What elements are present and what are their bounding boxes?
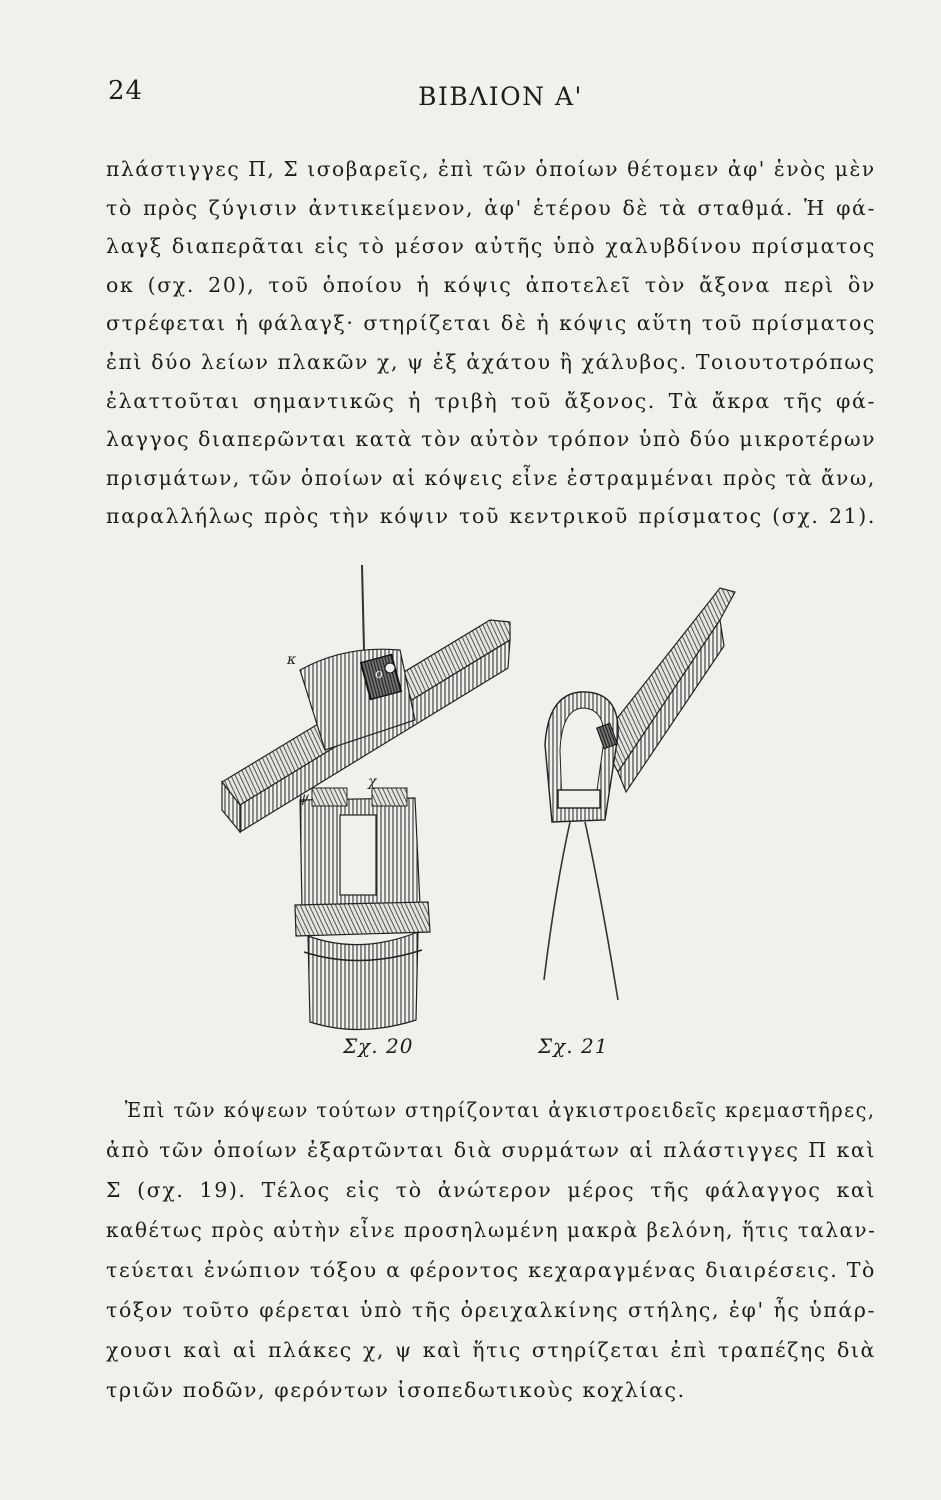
- text-line: παραλλήλως πρὸς τὴν κόψιν τοῦ κεντρικοῦ πρίσματος (σχ. 21).: [106, 504, 876, 529]
- figure-21-caption: Σχ. 21: [538, 1034, 609, 1058]
- text-line: χουσι καὶ αἱ πλάκες χ, ψ καὶ ἥτις στηρίζεται ἐπὶ τραπέζης διὰ: [106, 1338, 876, 1362]
- figure-21-drawing: [544, 588, 735, 1000]
- text-line: πρισμάτων, τῶν ὁποίων αἱ κόψεις εἶνε ἐστραμμέναι πρὸς τὰ ἄνω,: [106, 465, 876, 490]
- text-line: τριῶν ποδῶν, φερόντων ἰσοπεδωτικοὺς κοχλίας.: [106, 1378, 686, 1402]
- paragraph-2: [106, 1090, 876, 1410]
- figure-20-caption: Σχ. 20: [343, 1034, 414, 1058]
- text-line: πλάστιγγες Π, Σ ισοβαρεῖς, ἐπὶ τῶν ὁποίων θέτομεν ἀφ' ἑνὸς μὲν: [106, 157, 876, 181]
- label-psi: ψ: [298, 790, 309, 806]
- text-line: Σ (σχ. 19). Τέλος εἰς τὸ ἀνώτερον μέρος τῆς φάλαγγος καὶ: [106, 1178, 876, 1202]
- text-line: στρέφεται ἡ φάλαγξ· στηρίζεται δὲ ἡ κόψις αὕτη τοῦ πρίσματος: [106, 311, 876, 336]
- page-number: 24: [108, 76, 144, 106]
- text-line: ἐλαττοῦται σημαντικῶς ἡ τριβὴ τοῦ ἄξονος. Τὰ ἄκρα τῆς φά-: [106, 388, 876, 413]
- paragraph-1: [106, 150, 876, 536]
- text-line: τεύεται ἐνώπιον τόξου α φέροντος κεχαραγμένας διαιρέσεις. Τὸ: [106, 1258, 876, 1282]
- text-line: οκ (σχ. 20), τοῦ ὁποίου ἡ κόψις ἀποτελεῖ τὸν ἄξονα περὶ ὃν: [106, 272, 876, 297]
- text-line: καθέτως πρὸς αὐτὴν εἶνε προσηλωμένη μακρὰ βελόνη, ἥτις ταλαν-: [106, 1218, 877, 1242]
- text-line: Ἐπὶ τῶν κόψεων τούτων στηρίζονται ἀγκιστροειδεῖς κρεμαστῆρες,: [124, 1098, 876, 1122]
- text-line: τόξον τοῦτο φέρεται ὑπὸ τῆς ὀρειχαλκίνης στήλης, ἐφ' ἧς ὑπάρ-: [106, 1298, 876, 1322]
- label-kappa: κ: [287, 652, 297, 668]
- label-chi: χ: [368, 774, 377, 790]
- text-line: τὸ πρὸς ζύγισιν ἀντικείμενον, ἀφ' ἑτέρου δὲ τὰ σταθμά. Ἡ φά-: [106, 195, 876, 220]
- text-line: ἐπὶ δύο λείων πλακῶν χ, ψ ἐξ ἀχάτου ἢ χάλυβος. Τοιουτοτρόπως: [106, 349, 876, 374]
- label-omicron: ο: [375, 667, 383, 682]
- balance-beam-illustration: [200, 560, 900, 1040]
- figures-engraving: [200, 560, 900, 1040]
- text-line: ἀπὸ τῶν ὁποίων ἐξαρτῶνται διὰ συρμάτων αἱ πλάστιγγες Π καὶ: [106, 1138, 876, 1162]
- text-line: λαγξ διαπερᾶται εἰς τὸ μέσον αὐτῆς ὑπὸ χαλυβδίνου πρίσματος: [106, 234, 876, 259]
- running-title: ΒΙΒΛΙΟΝ Α': [418, 82, 583, 111]
- figure-20-drawing: [222, 565, 510, 1030]
- text-line: λαγγος διαπερῶνται κατὰ τὸν αὐτὸν τρόπον ὑπὸ δύο μικροτέρων: [106, 427, 877, 452]
